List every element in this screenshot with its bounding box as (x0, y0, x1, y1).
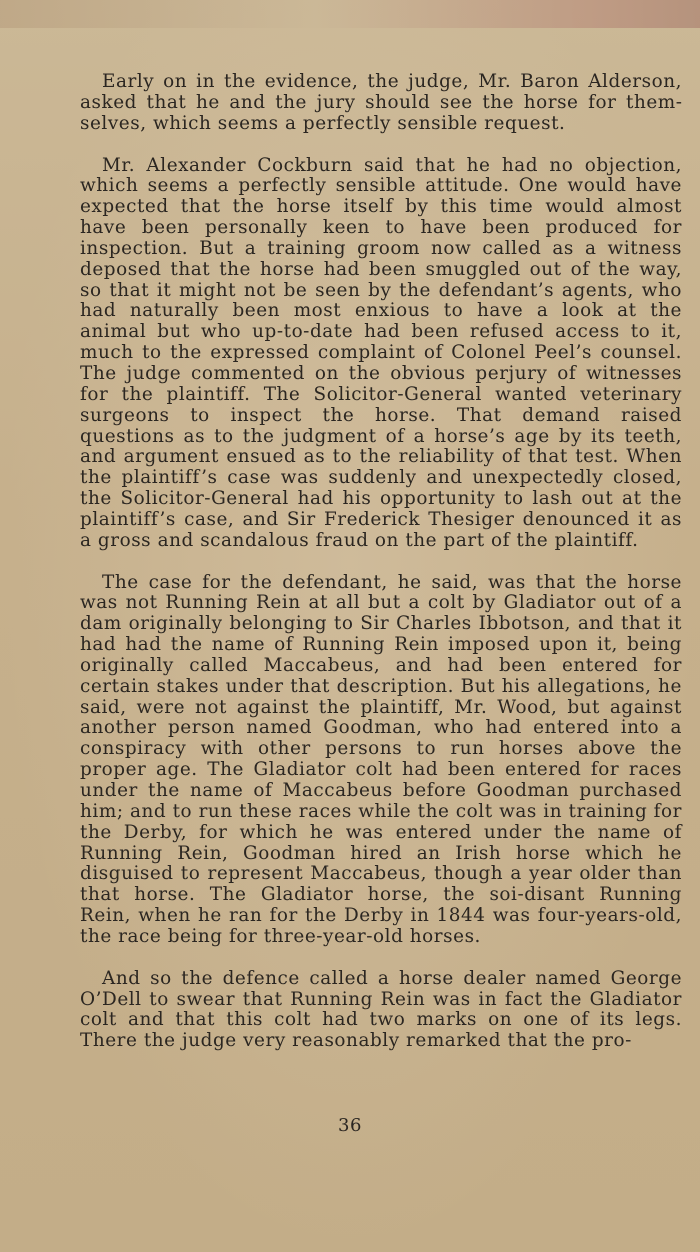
paragraph-4: And so the defence called a horse dealer named George O’Dell to swear that Running Rein was in fact the Gladiator colt and that this colt had two marks on one of its legs. There the judge very reasonably remarked that the pro- (80, 967, 682, 1052)
page-top-edge (0, 0, 700, 28)
paragraph-1: Early on in the evidence, the judge, Mr. Baron Alderson, asked that he and the jury should see the horse for themselves, which seems a perfectly sensible request. (80, 71, 682, 134)
page-body (80, 72, 682, 1073)
paragraph-3: The case for the defendant, he said, was that the horse was not Running Rein at all but a colt by Gladiator out of a dam originally belonging to Sir Charles Ibbotson, and that it had had the name of Running Rein imposed upon it, being originally called Maccabeus, and had been entered for certain stakes under that description. But his allegations, he said, were not against the plaintiff, Mr. Wood, but against another person named Goodman, who had entered into a conspiracy with other persons to run horses above the proper age. The Gladiator colt had been entered for races under the name of Maccabeus before Goodman purchased him; and to run these races while the colt was in training for the Derby, for which he was entered under the name of Running Rein, Goodman hired an Irish horse which he disguised to represent Maccabeus, though a year older than that horse. The Gladiator horse, the soi-disant Running Rein, when he ran for the Derby in 1844 was four-years-old, the race being for three-year-old horses. (80, 571, 682, 947)
paragraph-2: Mr. Alexander Cockburn said that he had no objection, which seems a perfectly sensible attitude. One would have expected that the horse itself by this time would almost have been personally keen to have been produced for inspection. But a training groom now called as a witness deposed that the horse had been smuggled out of the way, so that it might not be seen by the defendant’s agents, who had naturally been most enxious to have a look at the animal but who up-to-date had been refused access to it, much to the expressed complaint of Colonel Peel’s counsel. The judge commented on the obvious perjury of witnesses for the plaintiff. The Solicitor-General wanted veterinary surgeons to inspect the horse. That demand raised questions as to the judgment of a horse’s age by its teeth, and argument ensued as to the reliability of that test. When the plaintiff’s case was suddenly and unexpectedly closed, the Solicitor-General had his opportunity to lash out at the plaintiff’s case, and Sir Frederick Thesiger denounced it as a gross and scandalous fraud on the part of the plaintiff. (80, 154, 682, 551)
page-number: 36 (338, 1115, 362, 1136)
